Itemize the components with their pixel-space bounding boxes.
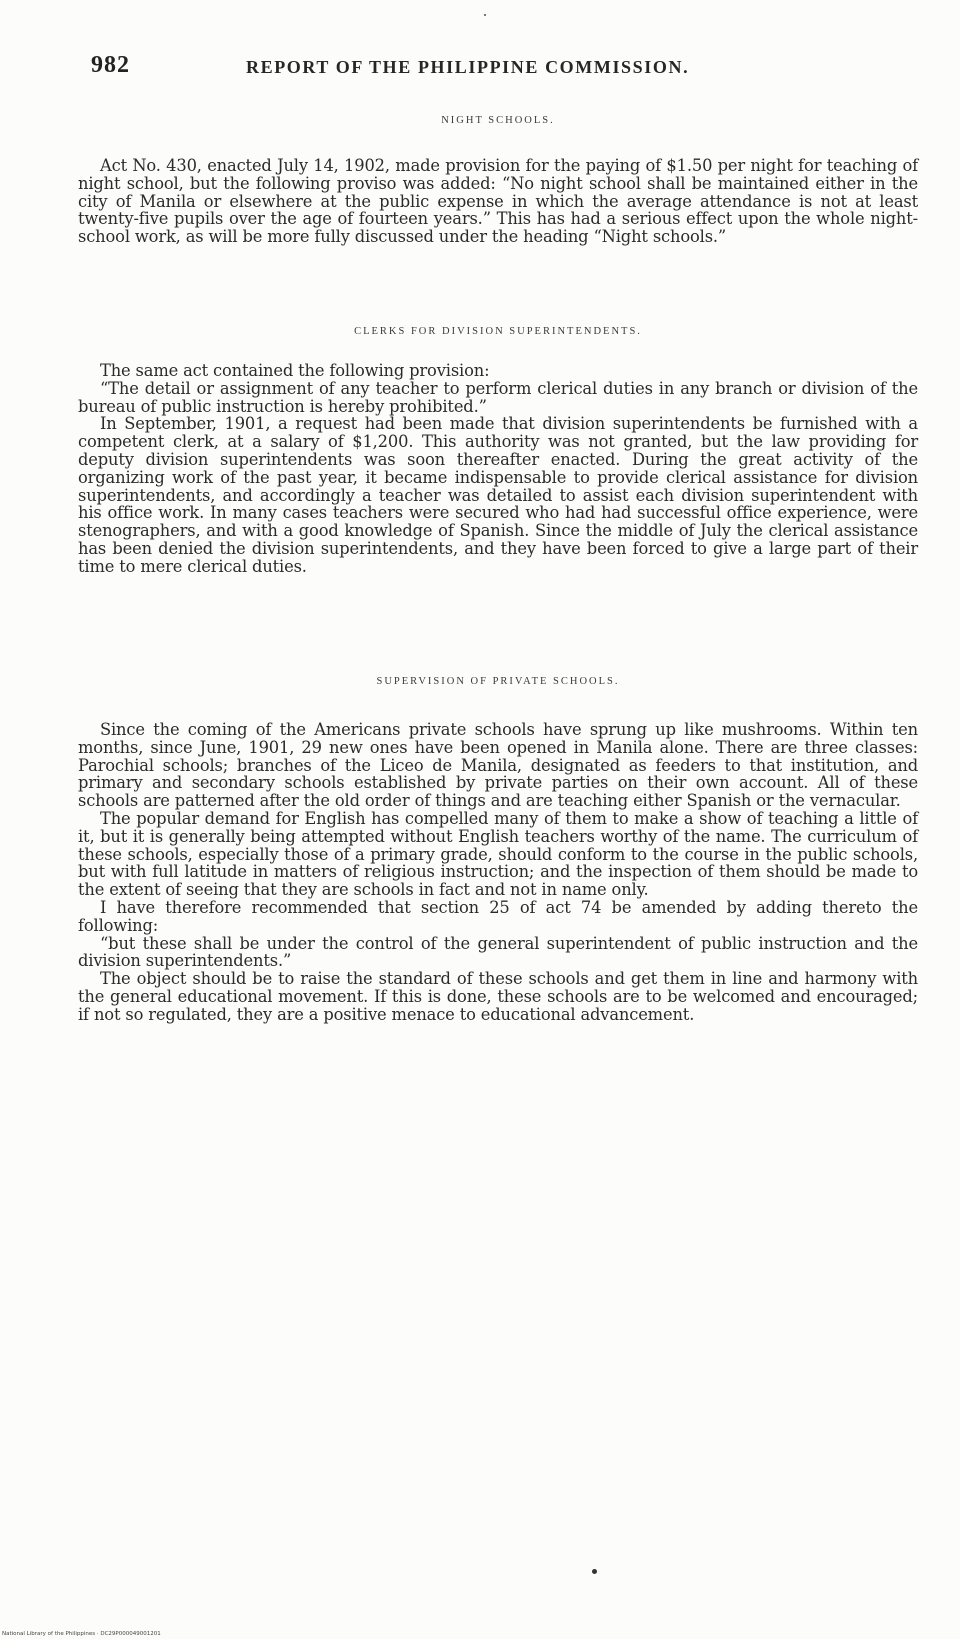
paragraph: The popular demand for English has compelled many of them to make a show of teaching a little of it, but it is generally being attempted without English teachers worthy of the name. The curriculum of these schools, especially those of a primary grade, should conform to the course in the public schools, but with full latitude in matters of religious instruction; and the inspection of them should be made to the extent of seeing that they are schools in fact and not in name only. <box>78 808 918 900</box>
paragraph: I have therefore recommended that section 25 of act 74 be amended by adding thereto the following: <box>78 897 918 935</box>
section-clerks <box>78 326 918 576</box>
quoted-amendment: “but these shall be under the control of the general superintendent of public instruction and the division superintendents.” <box>78 933 918 971</box>
paragraph: The object should be to raise the standard of these schools and get them in line and harmony with the general educational movement. If this is done, these schools are to be welcomed and encouraged; if not so regulated, they are a positive menace to educational advancement. <box>78 969 918 1024</box>
section-heading: CLERKS FOR DIVISION SUPERINTENDENTS. <box>354 326 642 337</box>
section-private-schools <box>78 676 918 1024</box>
paragraph: Act No. 430, enacted July 14, 1902, made provision for the paying of $1.50 per night for teaching of night school, but the following proviso was added: “No night school shall be maintained either in the city of Manila or elsewhere at the public expense in which the average attendance is not at least twenty-five pupils over the age of fourteen years.” This has had a serious effect upon the whole night-school work, as will be more fully discussed under the heading “Night schools.” <box>78 156 918 247</box>
page-header <box>91 52 881 86</box>
page-number: 982 <box>91 52 130 78</box>
paragraph: The same act contained the following provision: <box>100 361 490 380</box>
scan-dot <box>592 1569 597 1574</box>
paragraph: In September, 1901, a request had been made that division superintendents be furnished with a competent clerk, at a salary of $1,200. This authority was not granted, but the law providing for deputy division superintendents was soon thereafter enacted. During the great activity of the organizing work of the past year, it became indispensable to provide clerical assistance for division superintendents, and accordingly a teacher was detailed to assist each division superintendent with his office work. In many cases teachers were secured who had had successful office experience, were stenographers, and with a good knowledge of Spanish. Since the middle of July the clerical assistance has been denied the division superintendents, and they have been forced to give a large part of their time to mere clerical duties. <box>78 414 918 576</box>
running-head: REPORT OF THE PHILIPPINE COMMISSION. <box>246 57 690 77</box>
section-heading: NIGHT SCHOOLS. <box>441 115 555 126</box>
section-night-schools <box>78 115 918 246</box>
paragraph: Since the coming of the Americans private schools have sprung up like mushrooms. Within ten months, since June, 1901, 29 new ones have been opened in Manila alone. There are three classes: Parochial schools; branches of the Liceo de Manila, designated as feeders to that institution, and primary and secondary schools established by private parties on their own account. All of these schools are patterned after the old order of things and are teaching either Spanish or the vernacular. <box>78 720 918 811</box>
footer-credit: National Library of the Philippines · DC29P000049001201 <box>2 1631 161 1637</box>
section-heading: SUPERVISION OF PRIVATE SCHOOLS. <box>376 676 620 687</box>
scan-speck <box>484 14 486 16</box>
quoted-provision: “The detail or assignment of any teacher to perform clerical duties in any branch or division of the bureau of public instruction is hereby prohibited.” <box>78 378 918 416</box>
